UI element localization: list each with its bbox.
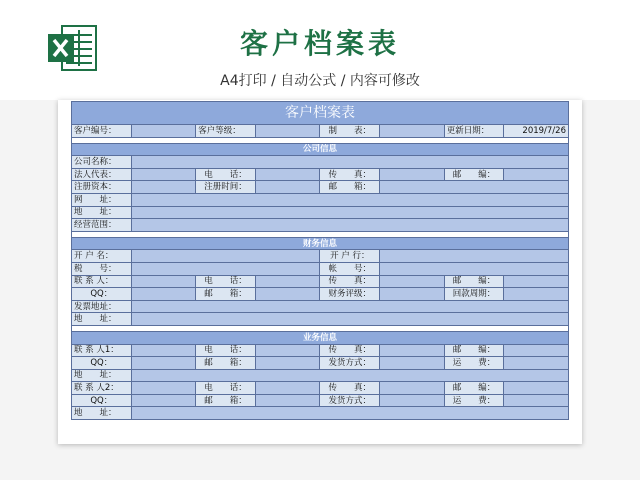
account-name-cell[interactable] — [131, 250, 320, 263]
table-row — [72, 407, 569, 420]
contact2-address-label: 地 址： — [72, 407, 132, 420]
section-title-business: 业务信息 — [72, 331, 569, 344]
company-name-label: 公司名称： — [72, 156, 132, 169]
client-no-label: 客户编号： — [72, 125, 132, 138]
company-email-cell[interactable] — [380, 181, 569, 194]
scope-cell[interactable] — [131, 219, 568, 232]
contact1-freight-label: 运 费： — [444, 357, 504, 370]
finance-contact-label: 联 系 人： — [72, 275, 132, 288]
contact2-label: 联 系 人2： — [72, 382, 132, 395]
contact2-freight-label: 运 费： — [444, 394, 504, 407]
contact1-cell[interactable] — [131, 344, 196, 357]
account-no-label: 帐 号： — [320, 262, 380, 275]
contact2-freight-cell[interactable] — [504, 394, 569, 407]
contact1-freight-cell[interactable] — [504, 357, 569, 370]
account-name-label: 开 户 名： — [72, 250, 132, 263]
contact1-fax-label: 传 真： — [320, 344, 380, 357]
account-no-cell[interactable] — [380, 262, 569, 275]
page-title: 客户档案表 — [239, 27, 400, 60]
scope-label: 经营范围： — [72, 219, 132, 232]
finance-contact-cell[interactable] — [131, 275, 196, 288]
contact1-fax-cell[interactable] — [380, 344, 445, 357]
contact1-label: 联 系 人1： — [72, 344, 132, 357]
contact1-postcode-cell[interactable] — [504, 344, 569, 357]
client-level-cell[interactable] — [255, 125, 320, 138]
table-row — [72, 382, 569, 395]
finance-fax-label: 传 真： — [320, 275, 380, 288]
table-row — [72, 288, 569, 301]
company-address-cell[interactable] — [131, 206, 568, 219]
contact2-qq-label: QQ： — [72, 394, 132, 407]
payment-cycle-cell[interactable] — [504, 288, 569, 301]
finance-phone-label: 电 话： — [196, 275, 256, 288]
contact2-ship-cell[interactable] — [380, 394, 445, 407]
update-date-cell[interactable]: 2019/7/26 — [504, 125, 569, 138]
maker-cell[interactable] — [380, 125, 445, 138]
finance-fax-cell[interactable] — [380, 275, 445, 288]
table-row — [72, 300, 569, 313]
contact2-qq-cell[interactable] — [131, 394, 196, 407]
contact1-phone-label: 电 话： — [196, 344, 256, 357]
table-row — [72, 344, 569, 357]
table-row — [72, 275, 569, 288]
company-fax-cell[interactable] — [380, 168, 445, 181]
sheet-title-row — [72, 102, 569, 125]
table-row — [72, 250, 569, 263]
contact1-email-cell[interactable] — [255, 357, 320, 370]
table-row — [72, 156, 569, 169]
section-title-company: 公司信息 — [72, 143, 569, 156]
tax-no-label: 税 号： — [72, 262, 132, 275]
capital-cell[interactable] — [131, 181, 196, 194]
section-header-business — [72, 331, 569, 344]
table-row — [72, 357, 569, 370]
finance-qq-label: QQ： — [72, 288, 132, 301]
table-row — [72, 193, 569, 206]
bank-label: 开 户 行： — [320, 250, 380, 263]
finance-email-label: 邮 箱： — [196, 288, 256, 301]
contact2-email-label: 邮 箱： — [196, 394, 256, 407]
update-date-label: 更新日期： — [444, 125, 504, 138]
finance-qq-cell[interactable] — [131, 288, 196, 301]
client-archive-table — [71, 101, 569, 420]
company-phone-cell[interactable] — [255, 168, 320, 181]
contact2-fax-label: 传 真： — [320, 382, 380, 395]
table-row — [72, 369, 569, 382]
finance-address-cell[interactable] — [131, 313, 568, 326]
contact1-ship-cell[interactable] — [380, 357, 445, 370]
contact2-email-cell[interactable] — [255, 394, 320, 407]
finance-postcode-cell[interactable] — [504, 275, 569, 288]
invoice-address-cell[interactable] — [131, 300, 568, 313]
finance-rating-cell[interactable] — [380, 288, 445, 301]
sheet-title: 客户档案表 — [72, 102, 569, 125]
contact1-address-cell[interactable] — [131, 369, 568, 382]
company-email-label: 邮 箱： — [320, 181, 380, 194]
table-row — [72, 394, 569, 407]
finance-postcode-label: 邮 编： — [444, 275, 504, 288]
table-row — [72, 206, 569, 219]
finance-phone-cell[interactable] — [255, 275, 320, 288]
contact1-qq-label: QQ： — [72, 357, 132, 370]
capital-label: 注册资本： — [72, 181, 132, 194]
contact2-address-cell[interactable] — [131, 407, 568, 420]
contact2-phone-cell[interactable] — [255, 382, 320, 395]
invoice-address-label: 发票地址： — [72, 300, 132, 313]
contact1-ship-label: 发货方式： — [320, 357, 380, 370]
bank-cell[interactable] — [380, 250, 569, 263]
website-label: 网 址： — [72, 193, 132, 206]
client-no-cell[interactable] — [131, 125, 196, 138]
table-row — [72, 125, 569, 138]
company-fax-label: 传 真： — [320, 168, 380, 181]
legal-rep-cell[interactable] — [131, 168, 196, 181]
website-cell[interactable] — [131, 193, 568, 206]
payment-cycle-label: 回款周期： — [444, 288, 504, 301]
table-row — [72, 181, 569, 194]
client-level-label: 客户等级： — [196, 125, 256, 138]
contact2-ship-label: 发货方式： — [320, 394, 380, 407]
finance-rating-label: 财务评级： — [320, 288, 380, 301]
contact1-address-label: 地 址： — [72, 369, 132, 382]
contact2-postcode-label: 邮 编： — [444, 382, 504, 395]
company-address-label: 地 址： — [72, 206, 132, 219]
table-row — [72, 219, 569, 232]
tax-no-cell[interactable] — [131, 262, 320, 275]
contact1-postcode-label: 邮 编： — [444, 344, 504, 357]
company-phone-label: 电 话： — [196, 168, 256, 181]
company-postcode-cell[interactable] — [504, 168, 569, 181]
table-row — [72, 168, 569, 181]
table-row — [72, 313, 569, 326]
maker-label: 制 表： — [320, 125, 380, 138]
contact2-postcode-cell[interactable] — [504, 382, 569, 395]
contact2-cell[interactable] — [131, 382, 196, 395]
contact1-email-label: 邮 箱： — [196, 357, 256, 370]
legal-rep-label: 法人代表： — [72, 168, 132, 181]
company-name-cell[interactable] — [131, 156, 568, 169]
section-header-finance — [72, 237, 569, 250]
finance-address-label: 地 址： — [72, 313, 132, 326]
spreadsheet-preview — [58, 100, 582, 444]
section-header-company — [72, 143, 569, 156]
contact2-phone-label: 电 话： — [196, 382, 256, 395]
contact2-fax-cell[interactable] — [380, 382, 445, 395]
table-row — [72, 262, 569, 275]
contact1-phone-cell[interactable] — [255, 344, 320, 357]
reg-time-cell[interactable] — [255, 181, 320, 194]
page-subtitle: A4打印 / 自动公式 / 内容可修改 — [220, 73, 420, 89]
section-title-finance: 财务信息 — [72, 237, 569, 250]
company-postcode-label: 邮 编： — [444, 168, 504, 181]
banner — [0, 0, 640, 100]
reg-time-label: 注册时间： — [196, 181, 256, 194]
finance-email-cell[interactable] — [255, 288, 320, 301]
contact1-qq-cell[interactable] — [131, 357, 196, 370]
